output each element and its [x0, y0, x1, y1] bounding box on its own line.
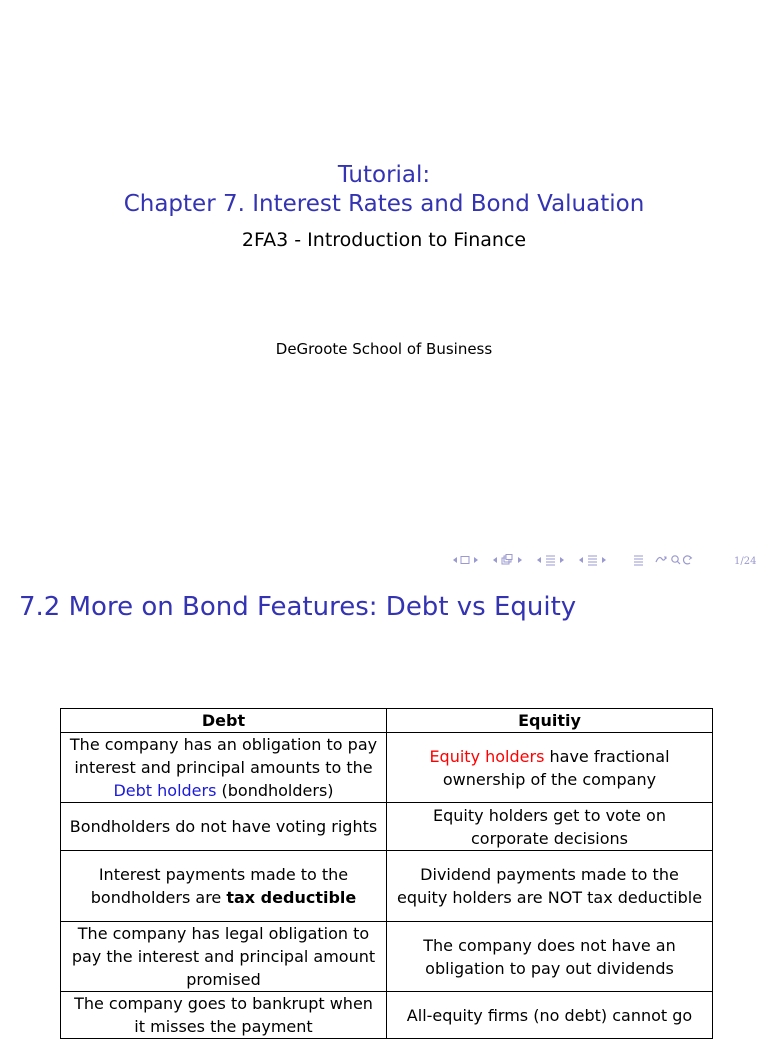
debt-text: Interest payments made to the bondholders are [90, 865, 349, 907]
debt-holders-highlight: Debt holders [113, 781, 217, 800]
institute-name: DeGroote School of Business [275, 340, 493, 358]
table-row [61, 992, 713, 1039]
debt-cell: Bondholders do not have voting rights [61, 803, 387, 851]
presentation-subtitle: 2FA3 - Introduction to Finance [241, 229, 527, 251]
debt-cell: The company has legal obligation to pay the interest and principal amount promised [61, 922, 387, 992]
nav-document-icon[interactable] [578, 554, 614, 569]
debt-cell: The company goes to bankrupt when it misses the payment [61, 992, 387, 1039]
table-row [61, 733, 713, 803]
frame-title: 7.2 More on Bond Features: Debt vs Equity [19, 592, 577, 622]
column-header-debt: Debt [61, 709, 387, 733]
nav-align-icon[interactable] [620, 554, 648, 569]
table-row [61, 922, 713, 992]
nav-frame-icon[interactable] [452, 555, 486, 568]
beamer-navigation-bar [452, 552, 700, 570]
page-counter: 1/24 [734, 556, 757, 567]
equity-cell: All-equity firms (no debt) cannot go [387, 992, 713, 1039]
nav-search-icon[interactable] [654, 554, 694, 569]
debt-text-suffix: (bondholders) [216, 781, 334, 800]
column-header-equity: Equitiy [387, 709, 713, 733]
table-header-row [61, 709, 713, 733]
equity-cell [387, 733, 713, 803]
equity-cell: Equity holders get to vote on corporate decisions [387, 803, 713, 851]
table-row [61, 803, 713, 851]
debt-text: The company has an obligation to pay interest and principal amounts to the [69, 735, 378, 777]
equity-text: have fractional ownership of the company [442, 746, 670, 789]
presentation-title-line-1: Tutorial: [337, 162, 431, 188]
equity-cell: Dividend payments made to the equity holders are NOT tax deductible [387, 851, 713, 922]
presentation-title-line-2: Chapter 7. Interest Rates and Bond Valuation [123, 191, 645, 217]
nav-subsection-icon[interactable] [492, 554, 530, 569]
equity-holders-highlight: Equity holders [429, 746, 545, 766]
nav-section-icon[interactable] [536, 554, 572, 569]
debt-vs-equity-table [60, 708, 713, 1039]
debt-cell [61, 851, 387, 922]
debt-cell [61, 733, 387, 803]
tax-deductible-emphasis: tax deductible [226, 888, 357, 907]
equity-cell: The company does not have an obligation to pay out dividends [387, 922, 713, 992]
table-row [61, 851, 713, 922]
